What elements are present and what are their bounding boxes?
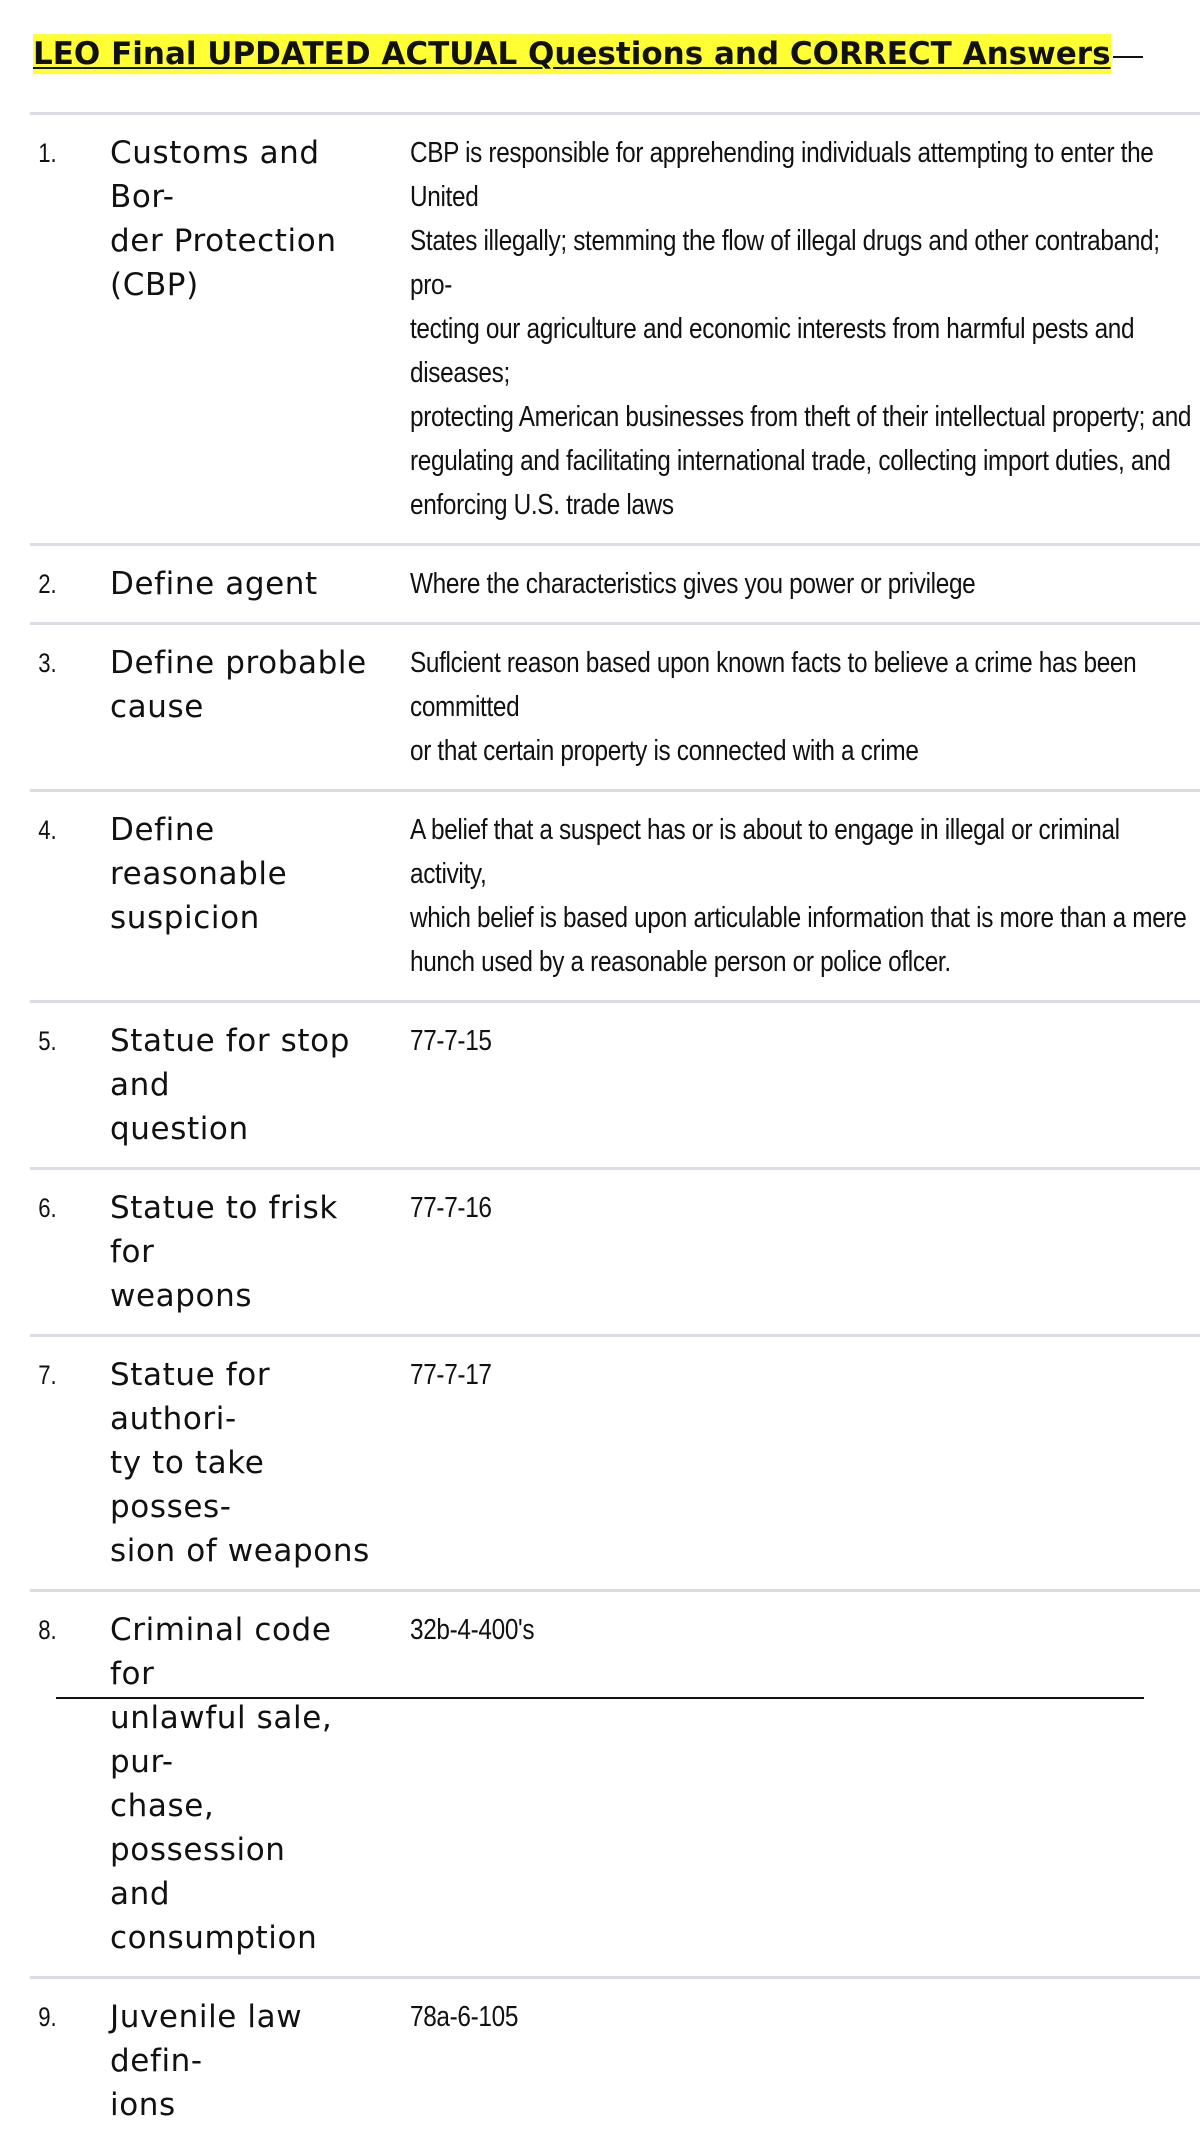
item-term: Define agent [110, 566, 318, 602]
qa-item [30, 1589, 1200, 1976]
item-definition: 78a-6-105 [410, 2001, 519, 2033]
item-number: 5. [38, 1026, 57, 1056]
item-definition: Where the characteristics gives you power or privilege [410, 568, 976, 600]
item-number: 8. [38, 1615, 57, 1645]
item-term: Define probable cause [110, 645, 367, 725]
qa-item [30, 543, 1200, 622]
item-definition-cell [386, 808, 1200, 984]
item-definition-cell [386, 562, 1200, 606]
item-number: 4. [38, 815, 57, 845]
item-definition-cell [386, 131, 1200, 527]
item-term: Define reasonable suspicion [110, 812, 288, 936]
footer-rule [56, 1697, 1144, 1699]
item-number: 1. [38, 138, 57, 168]
item-number: 2. [38, 569, 57, 599]
item-definition: CBP is responsible for apprehending individuals attempting to enter the United States illegally; stemming the flow of illegal drugs and other contraband; pro- tecting our agriculture and economic interests from harmful pests and diseases; protecting American businesses from theft of their intellectual property; and regulating and facilitating international trade, collecting import duties, and enforcing U.S. trade laws [410, 137, 1192, 521]
qa-item [30, 1000, 1200, 1167]
item-number: 6. [38, 1193, 57, 1223]
item-term: Customs and Bor- der Protection (CBP) [110, 135, 337, 303]
item-term: Juvenile law defin- ions [110, 1999, 303, 2123]
qa-list [30, 112, 1200, 2143]
item-definition: A belief that a suspect has or is about to engage in illegal or criminal activity, which belief is based upon articulable information that is more than a mere hunch used by a reasonable person or police oflcer. [410, 814, 1187, 978]
item-number: 9. [38, 2002, 57, 2032]
item-definition-cell [386, 1995, 1200, 2127]
item-definition-cell [386, 641, 1200, 773]
item-definition-cell [386, 1186, 1200, 1318]
item-term: Statue for stop and question [110, 1023, 350, 1147]
document-title: LEO Final UPDATED ACTUAL Questions and CORRECT Answers [33, 36, 1111, 72]
item-term: Statue for authori- ty to take posses- sion of weapons [110, 1357, 370, 1569]
qa-item [30, 789, 1200, 1000]
item-term: Criminal code for unlawful sale, pur- chase, possession and consumption [110, 1612, 333, 1956]
title-row [33, 34, 1143, 74]
qa-item [30, 112, 1200, 543]
item-definition: Suflcient reason based upon known facts to believe a crime has been committed or that certain property is connected with a crime [410, 647, 1137, 767]
item-number: 7. [38, 1360, 57, 1390]
title-rule [1113, 56, 1143, 58]
item-number: 3. [38, 648, 57, 678]
qa-item [30, 1334, 1200, 1589]
item-term: Statue to frisk for weapons [110, 1190, 338, 1314]
item-definition: 32b-4-400's [410, 1614, 535, 1646]
item-definition-cell [386, 1353, 1200, 1573]
qa-item [30, 1976, 1200, 2143]
item-definition: 77-7-17 [410, 1359, 492, 1391]
item-definition-cell [386, 1019, 1200, 1151]
item-definition: 77-7-15 [410, 1025, 492, 1057]
item-definition-cell [386, 1608, 1200, 1960]
qa-item [30, 622, 1200, 789]
item-definition: 77-7-16 [410, 1192, 492, 1224]
qa-item [30, 1167, 1200, 1334]
